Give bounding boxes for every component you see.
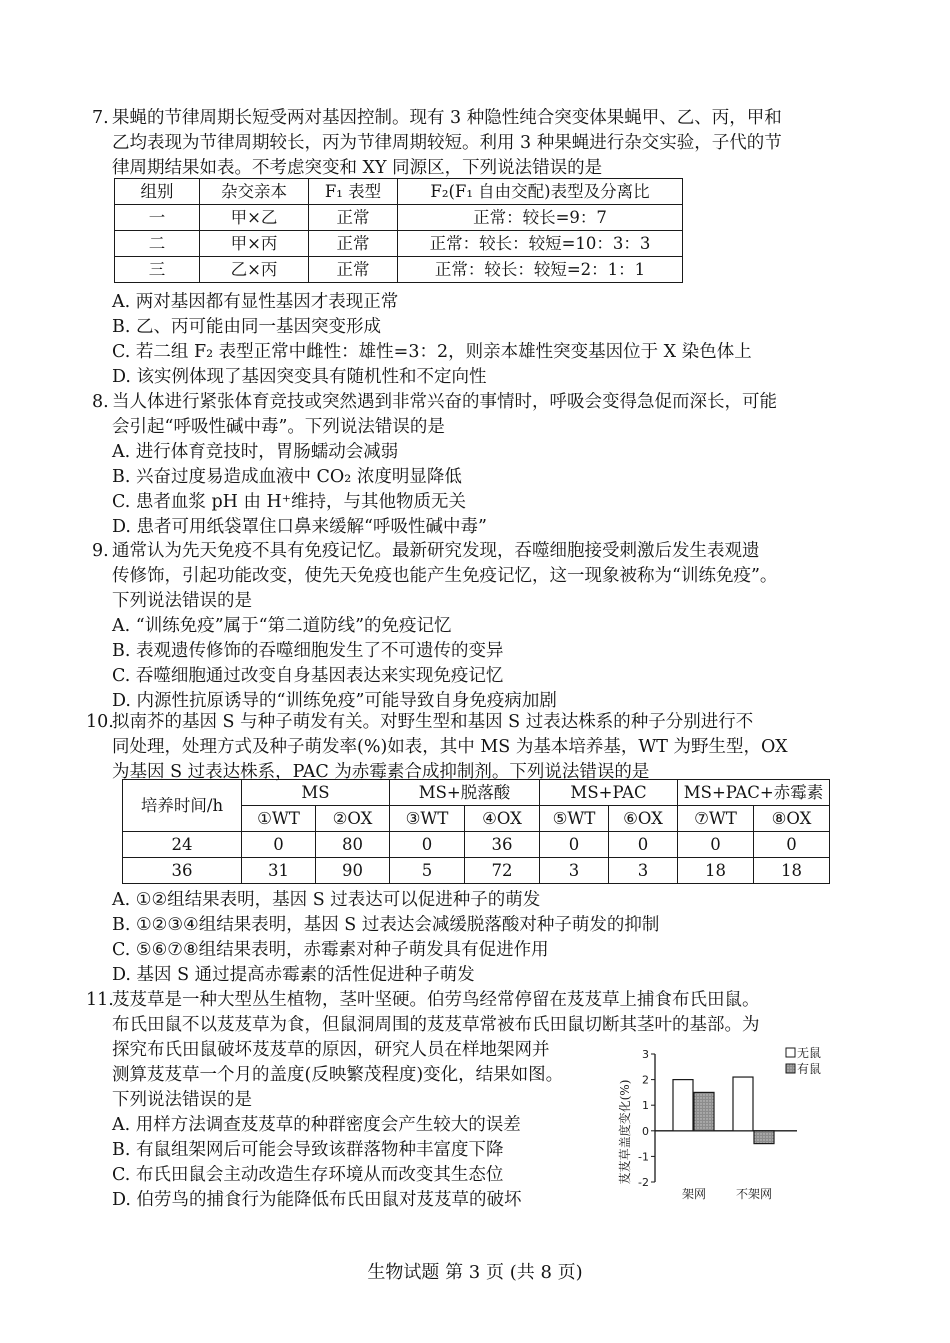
option-b[interactable]: B. 表观遗传修饰的吞噬细胞发生了不可遗传的变异: [112, 641, 504, 661]
legend-swatch: [786, 1048, 795, 1057]
stem-line: 果蝇的节律周期长短受两对基因控制。现有 3 种隐性纯合突变体果蝇甲、乙、丙，甲和: [112, 108, 782, 128]
table-cell-time: 36: [123, 858, 242, 884]
table-header: F₂(F₁ 自由交配)表型及分离比: [398, 179, 683, 205]
table-cell: 0: [754, 832, 830, 858]
option-a[interactable]: A. 进行体育竞技时，胃肠蠕动会减弱: [112, 442, 399, 462]
option-d[interactable]: D. 该实例体现了基因突变具有随机性和不定向性: [112, 367, 487, 387]
table-cell-time: 24: [123, 832, 242, 858]
stem-line: 下列说法错误的是: [112, 1090, 252, 1110]
table-cell: 31: [242, 858, 316, 884]
option-b[interactable]: B. 有鼠组架网后可能会导致该群落物种丰富度下降: [112, 1140, 504, 1160]
question-7: [92, 106, 832, 181]
table-cell: 甲×乙: [200, 205, 309, 231]
table-cell: 0: [242, 832, 316, 858]
table-cell: 正常: [309, 257, 398, 283]
table-corner-header: 培养时间/h: [123, 780, 242, 832]
option-c[interactable]: C. 若二组 F₂ 表型正常中雌性：雄性=3：2，则亲本雄性突变基因位于 X 染色体上: [112, 342, 752, 362]
table-cell: 0: [540, 832, 609, 858]
question-number: 10.: [86, 712, 114, 732]
coverage-change-chart: [607, 1040, 832, 1205]
table-row: [115, 205, 683, 231]
stem-line: 拟南芥的基因 S 与种子萌发有关。对野生型和基因 S 过表达株系的种子分别进行不: [112, 712, 754, 732]
option-a[interactable]: A. ①②组结果表明，基因 S 过表达可以促进种子的萌发: [112, 890, 541, 910]
bar-无鼠: [673, 1080, 693, 1131]
option-c[interactable]: C. 布氏田鼠会主动改造生存环境从而改变其生态位: [112, 1165, 504, 1185]
question-8: [92, 390, 832, 540]
table-cell: 正常：较长=9：7: [398, 205, 683, 231]
option-b[interactable]: B. ①②③④组结果表明，基因 S 过表达会减缓脱落酸对种子萌发的抑制: [112, 915, 660, 935]
table-cell: 3: [540, 858, 609, 884]
table-cell: 正常：较长：较短=2：1：1: [398, 257, 683, 283]
table-subheader: ③WT: [390, 806, 465, 832]
stem-line: 会引起“呼吸性碱中毒”。下列说法错误的是: [112, 417, 445, 437]
stem-line: 探究布氏田鼠破坏芨芨草的原因，研究人员在样地架网并: [112, 1040, 550, 1060]
stem-line: 传修饰，引起功能改变，使先天免疫也能产生免疫记忆，这一现象被称为“训练免疫”。: [112, 566, 778, 586]
table-subheader: ⑦WT: [678, 806, 754, 832]
table-cell: 二: [115, 231, 200, 257]
stem-line: 下列说法错误的是: [112, 591, 252, 611]
cross-results-table: [114, 178, 683, 283]
option-c[interactable]: C. 患者血浆 pH 由 H⁺维持，与其他物质无关: [112, 492, 467, 512]
table-cell: 80: [316, 832, 390, 858]
table-cell: 正常: [309, 205, 398, 231]
table-row: [123, 832, 830, 858]
question-9: [92, 539, 832, 714]
table-row: [115, 231, 683, 257]
stem-line: 芨芨草是一种大型丛生植物，茎叶坚硬。伯劳鸟经常停留在芨芨草上捕食布氏田鼠。: [112, 990, 760, 1010]
table-subheader: ①WT: [242, 806, 316, 832]
table-cell: 0: [390, 832, 465, 858]
option-d[interactable]: D. 伯劳鸟的捕食行为能降低布氏田鼠对芨芨草的破坏: [112, 1190, 522, 1210]
question-number: 7.: [92, 108, 109, 128]
table-subheader: ⑤WT: [540, 806, 609, 832]
table-cell: 90: [316, 858, 390, 884]
question-number: 9.: [92, 541, 109, 561]
table-row: [115, 257, 683, 283]
table-cell: 三: [115, 257, 200, 283]
bar-有鼠: [754, 1131, 774, 1144]
question-number: 11.: [86, 990, 114, 1010]
y-tick-label: -1: [638, 1150, 649, 1164]
table-cell: 72: [465, 858, 540, 884]
table-header: 组别: [115, 179, 200, 205]
table-header: F₁ 表型: [309, 179, 398, 205]
table-cell: 0: [609, 832, 678, 858]
table-group-header: MS: [242, 780, 390, 806]
table-header-row: [115, 179, 683, 205]
stem-line: 布氏田鼠不以芨芨草为食，但鼠洞周围的芨芨草常被布氏田鼠切断其茎叶的基部。为: [112, 1015, 760, 1035]
option-d[interactable]: D. 基因 S 通过提高赤霉素的活性促进种子萌发: [112, 965, 475, 985]
table-cell: 3: [609, 858, 678, 884]
option-c[interactable]: C. ⑤⑥⑦⑧组结果表明，赤霉素对种子萌发具有促进作用: [112, 940, 549, 960]
table-cell: 正常：较长：较短=10：3：3: [398, 231, 683, 257]
option-a[interactable]: A. 两对基因都有显性基因才表现正常: [112, 292, 399, 312]
table-cell: 18: [754, 858, 830, 884]
bar-有鼠: [694, 1092, 714, 1130]
y-axis-label: 芨芨草盖度变化(%): [618, 1079, 632, 1185]
stem-line: 测算芨芨草一个月的盖度(反映繁茂程度)变化，结果如图。: [112, 1065, 564, 1085]
option-c[interactable]: C. 吞噬细胞通过改变自身基因表达来实现免疫记忆: [112, 666, 504, 686]
page-footer: 生物试题 第 3 页 (共 8 页): [367, 1262, 583, 1283]
y-tick-label: 3: [642, 1048, 649, 1061]
x-category-label: 不架网: [735, 1187, 773, 1201]
y-tick-label: 1: [642, 1099, 649, 1113]
table-cell: 乙×丙: [200, 257, 309, 283]
table-cell: 甲×丙: [200, 231, 309, 257]
table-cell: 18: [678, 858, 754, 884]
table-row: [123, 858, 830, 884]
option-d[interactable]: D. 患者可用纸袋罩住口鼻来缓解“呼吸性碱中毒”: [112, 517, 487, 537]
table-header-row: [123, 780, 830, 806]
table-cell: 一: [115, 205, 200, 231]
table-subheader: ⑧OX: [754, 806, 830, 832]
option-b[interactable]: B. 兴奋过度易造成血液中 CO₂ 浓度明显降低: [112, 467, 462, 487]
table-group-header: MS+PAC+赤霉素: [678, 780, 830, 806]
legend-label: 无鼠: [797, 1046, 822, 1060]
stem-line: 律周期结果如表。不考虑突变和 XY 同源区，下列说法错误的是: [112, 158, 603, 178]
bar-无鼠: [733, 1077, 753, 1131]
question-7-options: [92, 290, 832, 390]
option-d[interactable]: D. 内源性抗原诱导的“训练免疫”可能导致自身免疫病加剧: [112, 691, 557, 711]
x-category-label: 架网: [681, 1187, 707, 1201]
germination-table: [122, 779, 830, 884]
table-subheader: ⑥OX: [609, 806, 678, 832]
option-b[interactable]: B. 乙、丙可能由同一基因突变形成: [112, 317, 381, 337]
table-group-header: MS+PAC: [540, 780, 678, 806]
table-group-header: MS+脱落酸: [390, 780, 540, 806]
stem-line: 当人体进行紧张体育竞技或突然遇到非常兴奋的事情时，呼吸会变得急促而深长，可能: [112, 392, 777, 412]
table-cell: 5: [390, 858, 465, 884]
table-cell: 0: [678, 832, 754, 858]
option-a[interactable]: A. 用样方法调查芨芨草的种群密度会产生较大的误差: [112, 1115, 521, 1135]
option-a[interactable]: A. “训练免疫”属于“第二道防线”的免疫记忆: [112, 616, 452, 636]
stem-line: 乙均表现为节律周期较长，丙为节律周期较短。利用 3 种果蝇进行杂交实验，子代的节: [112, 133, 782, 153]
y-tick-label: 2: [642, 1073, 649, 1087]
table-cell: 36: [465, 832, 540, 858]
y-tick-label: -2: [638, 1176, 649, 1189]
question-10: [86, 710, 832, 785]
legend-swatch: [786, 1064, 795, 1073]
stem-line: 通常认为先天免疫不具有免疫记忆。最新研究发现，吞噬细胞接受刺激后发生表观遗: [112, 541, 760, 561]
table-subheader: ④OX: [465, 806, 540, 832]
table-subheader: ②OX: [316, 806, 390, 832]
y-tick-label: 0: [642, 1124, 649, 1138]
question-number: 8.: [92, 392, 109, 412]
table-header: 杂交亲本: [200, 179, 309, 205]
table-cell: 正常: [309, 231, 398, 257]
stem-line: 同处理，处理方式及种子萌发率(%)如表，其中 MS 为基本培养基，WT 为野生型，OX: [112, 737, 788, 757]
legend-label: 有鼠: [797, 1062, 822, 1076]
question-10-options: [92, 888, 832, 988]
stem-line: 为基因 S 过表达株系，PAC 为赤霉素合成抑制剂。下列说法错误的是: [112, 762, 650, 782]
